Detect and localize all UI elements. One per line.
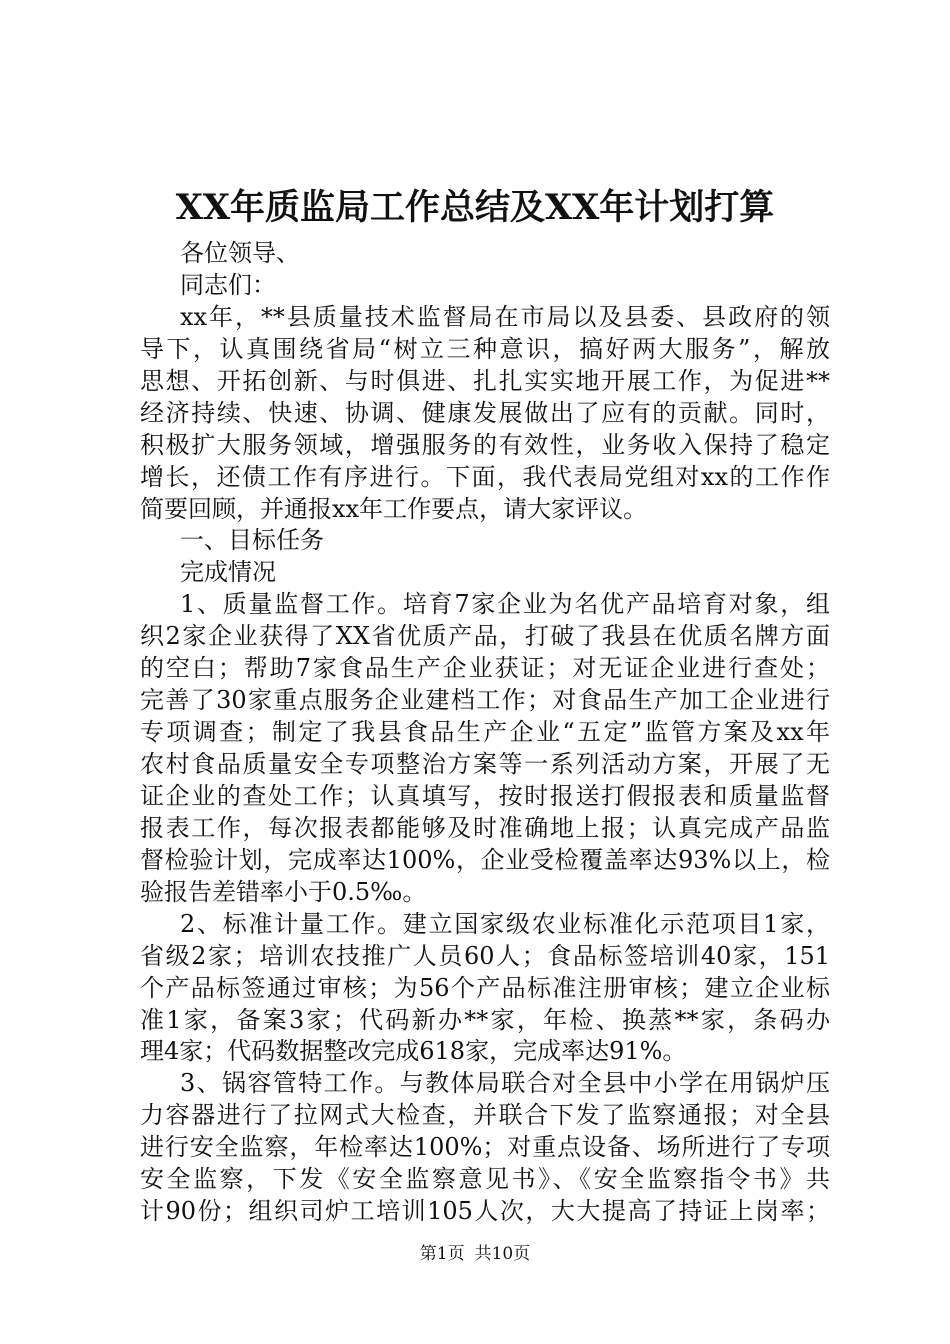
paragraph-line: 个产品标签通过审核；为56个产品标准注册审核；建立企业标 [140, 973, 830, 1002]
paragraph-line: 3、锅容管特工作。与教体局联合对全县中小学在用锅炉压 [180, 1069, 830, 1098]
paragraph-line: 织2家企业获得了XX省优质产品，打破了我县在优质名牌方面 [140, 622, 830, 651]
paragraph-line: 进行安全监察，年检率达100%；对重点设备、场所进行了专项 [140, 1133, 830, 1162]
paragraph-line: 经济持续、快速、协调、健康发展做出了应有的贡献。同时， [140, 398, 830, 427]
paragraph-line: 督检验计划，完成率达100%，企业受检覆盖率达93%以上，检 [140, 845, 830, 874]
paragraph-line: 的空白；帮助7家食品生产企业获证；对无证企业进行查处； [140, 654, 830, 683]
paragraph-line: 计90份；组织司炉工培训105人次，大大提高了持证上岗率； [140, 1197, 830, 1226]
section-heading: 一、目标任务 [180, 526, 324, 555]
document-body [140, 238, 830, 1228]
paragraph-line: 准1家，备案3家；代码新办**家，年检、换蒸**家，条码办 [140, 1005, 830, 1034]
paragraph-line: 安全监察，下发《安全监察意见书》、《安全监察指令书》共 [140, 1165, 830, 1194]
page-footer [0, 1240, 950, 1268]
salutation-line: 同志们： [180, 270, 276, 299]
paragraph-line: 增长，还债工作有序进行。下面，我代表局党组对xx的工作作 [140, 462, 830, 491]
paragraph-line: 报表工作，每次报表都能够及时准确地上报；认真完成产品监 [140, 813, 830, 842]
paragraph-line: 省级2家；培训农技推广人员60人；食品标签培训40家，151 [140, 941, 830, 970]
paragraph-line: 证企业的查处工作；认真填写，按时报送打假报表和质量监督 [140, 781, 830, 810]
paragraph-line: 积极扩大服务领域，增强服务的有效性，业务收入保持了稳定 [140, 430, 830, 459]
paragraph-line: 专项调查；制定了我县食品生产企业“五定”监管方案及xx年 [140, 718, 830, 747]
paragraph-line: 完善了30家重点服务企业建档工作；对食品生产加工企业进行 [140, 686, 830, 715]
paragraph-line: 简要回顾，并通报xx年工作要点，请大家评议。 [140, 494, 648, 523]
paragraph-line: 思想、开拓创新、与时俱进、扎扎实实地开展工作，为促进** [140, 366, 830, 395]
paragraph-line: 导下，认真围绕省局“树立三种意识，搞好两大服务”，解放 [140, 334, 830, 363]
subsection-heading: 完成情况 [180, 558, 276, 587]
page-number: 第1页 [419, 1244, 465, 1264]
paragraph-line: 力容器进行了拉网式大检查，并联合下发了监察通报；对全县 [140, 1101, 830, 1130]
paragraph-line: 理4家；代码数据整改完成618家，完成率达91%。 [140, 1037, 687, 1066]
paragraph-line: xx年，**县质量技术监督局在市局以及县委、县政府的领 [180, 302, 830, 331]
salutation-line: 各位领导、 [180, 239, 300, 267]
document-title: XX年质监局工作总结及XX年计划打算 [175, 187, 775, 228]
page-total: 共10页 [474, 1244, 531, 1264]
paragraph-line: 2、标准计量工作。建立国家级农业标准化示范项目1家， [180, 909, 830, 938]
paragraph-line: 验报告差错率小于0.5‰。 [140, 877, 427, 906]
paragraph-line: 农村食品质量安全专项整治方案等一系列活动方案，开展了无 [140, 750, 830, 778]
paragraph-line: 1、质量监督工作。培育7家企业为名优产品培育对象，组 [180, 590, 830, 619]
